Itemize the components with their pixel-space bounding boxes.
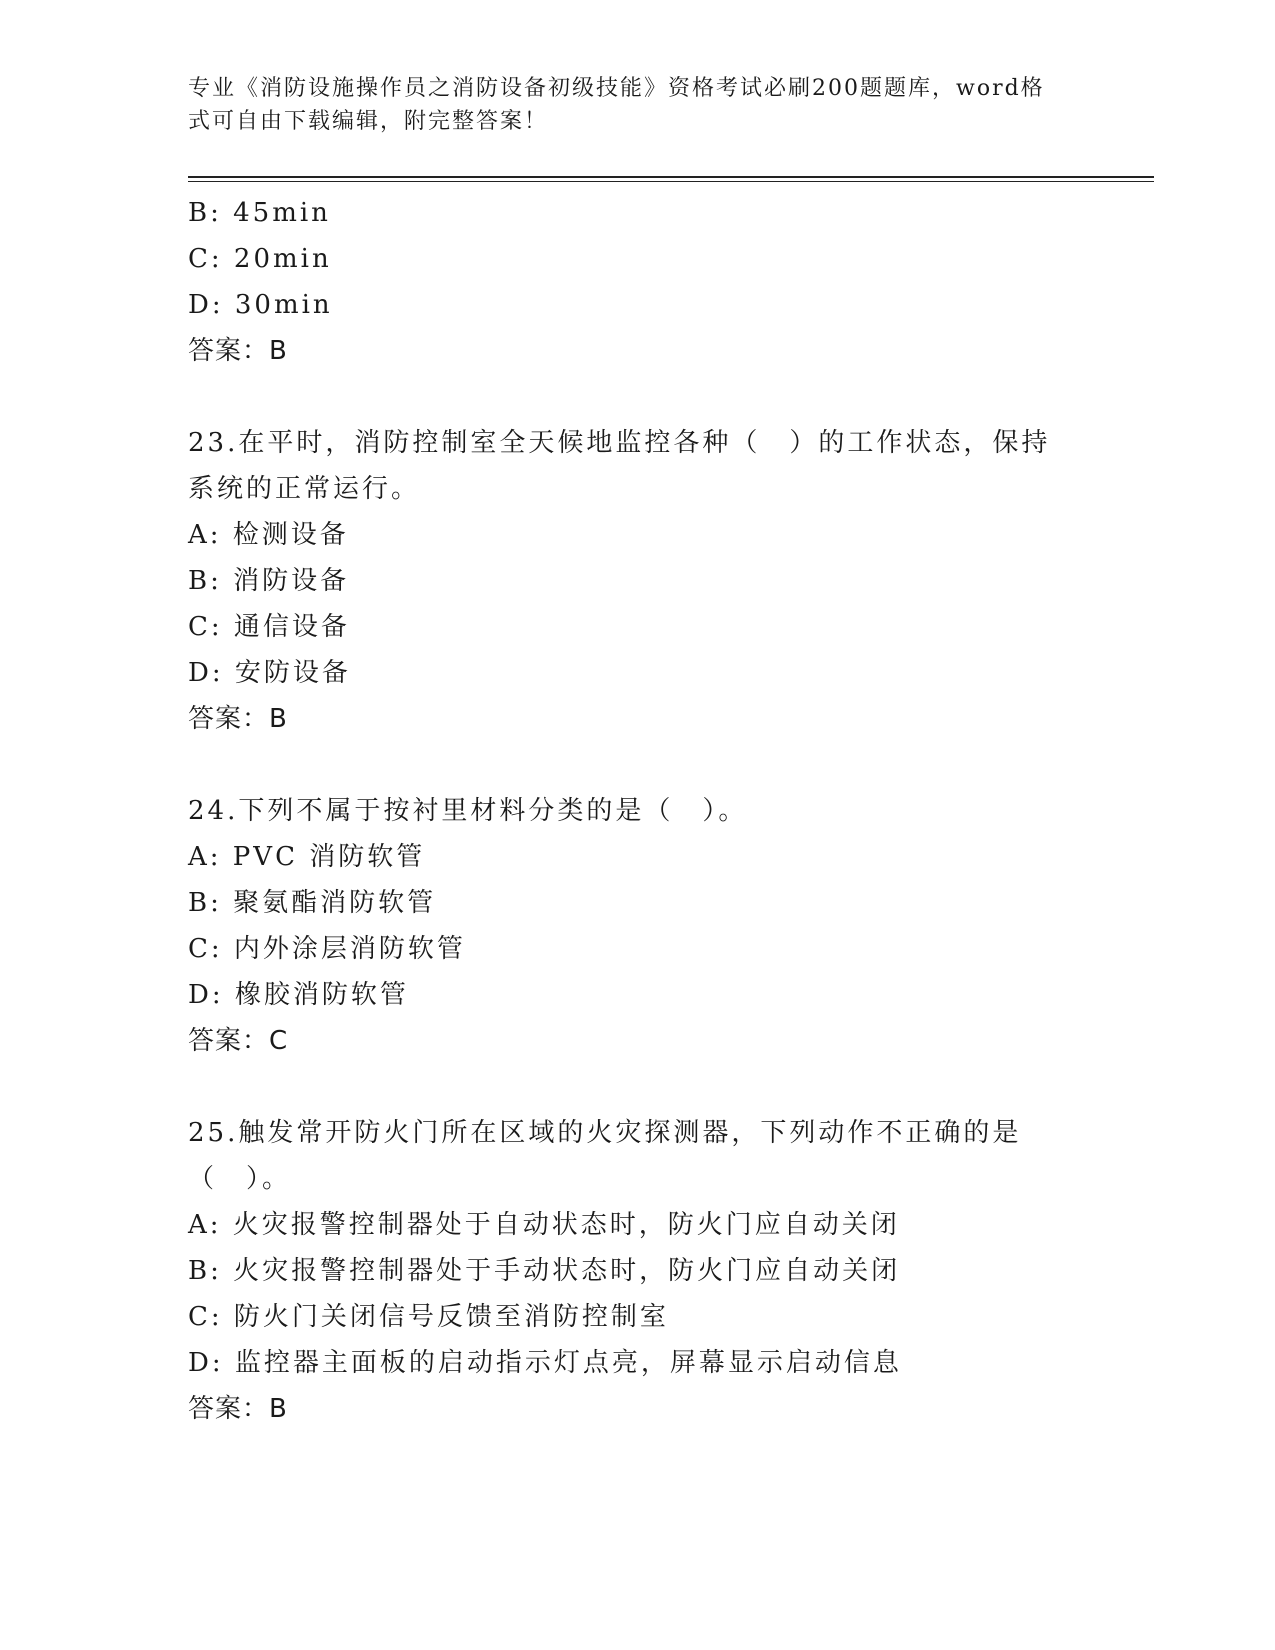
option-c: C: 防火门关闭信号反馈至消防控制室 <box>188 1302 669 1332</box>
header-rule-thin <box>188 181 1154 182</box>
answer-line: 答案：C <box>188 1026 289 1056</box>
answer-line: 答案：B <box>188 1394 288 1424</box>
question-22-partial <box>188 190 1088 374</box>
option-a: A: PVC 消防软管 <box>188 842 426 872</box>
header-rule-thick <box>188 176 1154 178</box>
option-c: C: 20min <box>188 244 332 274</box>
option-a: A: 火灾报警控制器处于自动状态时，防火门应自动关闭 <box>188 1210 900 1240</box>
option-b: B: 消防设备 <box>188 566 350 596</box>
option-c: C: 通信设备 <box>188 612 350 642</box>
question-23 <box>188 420 1088 742</box>
option-b: B: 45min <box>188 198 331 228</box>
question-24 <box>188 788 1088 1064</box>
question-text: 24.下列不属于按衬里材料分类的是（ ）。 <box>188 796 748 826</box>
answer-line: 答案：B <box>188 704 288 734</box>
question-text: 23.在平时，消防控制室全天候地监控各种（ ）的工作状态，保持系统的正常运行。 <box>188 428 1051 504</box>
option-d: D: 30min <box>188 290 333 320</box>
question-text: 25.触发常开防火门所在区域的火灾探测器，下列动作不正确的是（ ）。 <box>188 1118 1022 1194</box>
option-d: D: 监控器主面板的启动指示灯点亮，屏幕显示启动信息 <box>188 1348 902 1378</box>
question-25 <box>188 1110 1088 1432</box>
option-a: A: 检测设备 <box>188 520 349 550</box>
option-d: D: 安防设备 <box>188 658 351 688</box>
document-header: 专业《消防设施操作员之消防设备初级技能》资格考试必刷200题题库，word格式可自由下载编辑，附完整答案！ <box>188 76 1045 134</box>
question-list <box>188 190 1088 1432</box>
option-b: B: 火灾报警控制器处于手动状态时，防火门应自动关闭 <box>188 1256 901 1286</box>
option-d: D: 橡胶消防软管 <box>188 980 409 1010</box>
answer-line: 答案：B <box>188 336 288 366</box>
option-c: C: 内外涂层消防软管 <box>188 934 466 964</box>
option-b: B: 聚氨酯消防软管 <box>188 888 437 918</box>
